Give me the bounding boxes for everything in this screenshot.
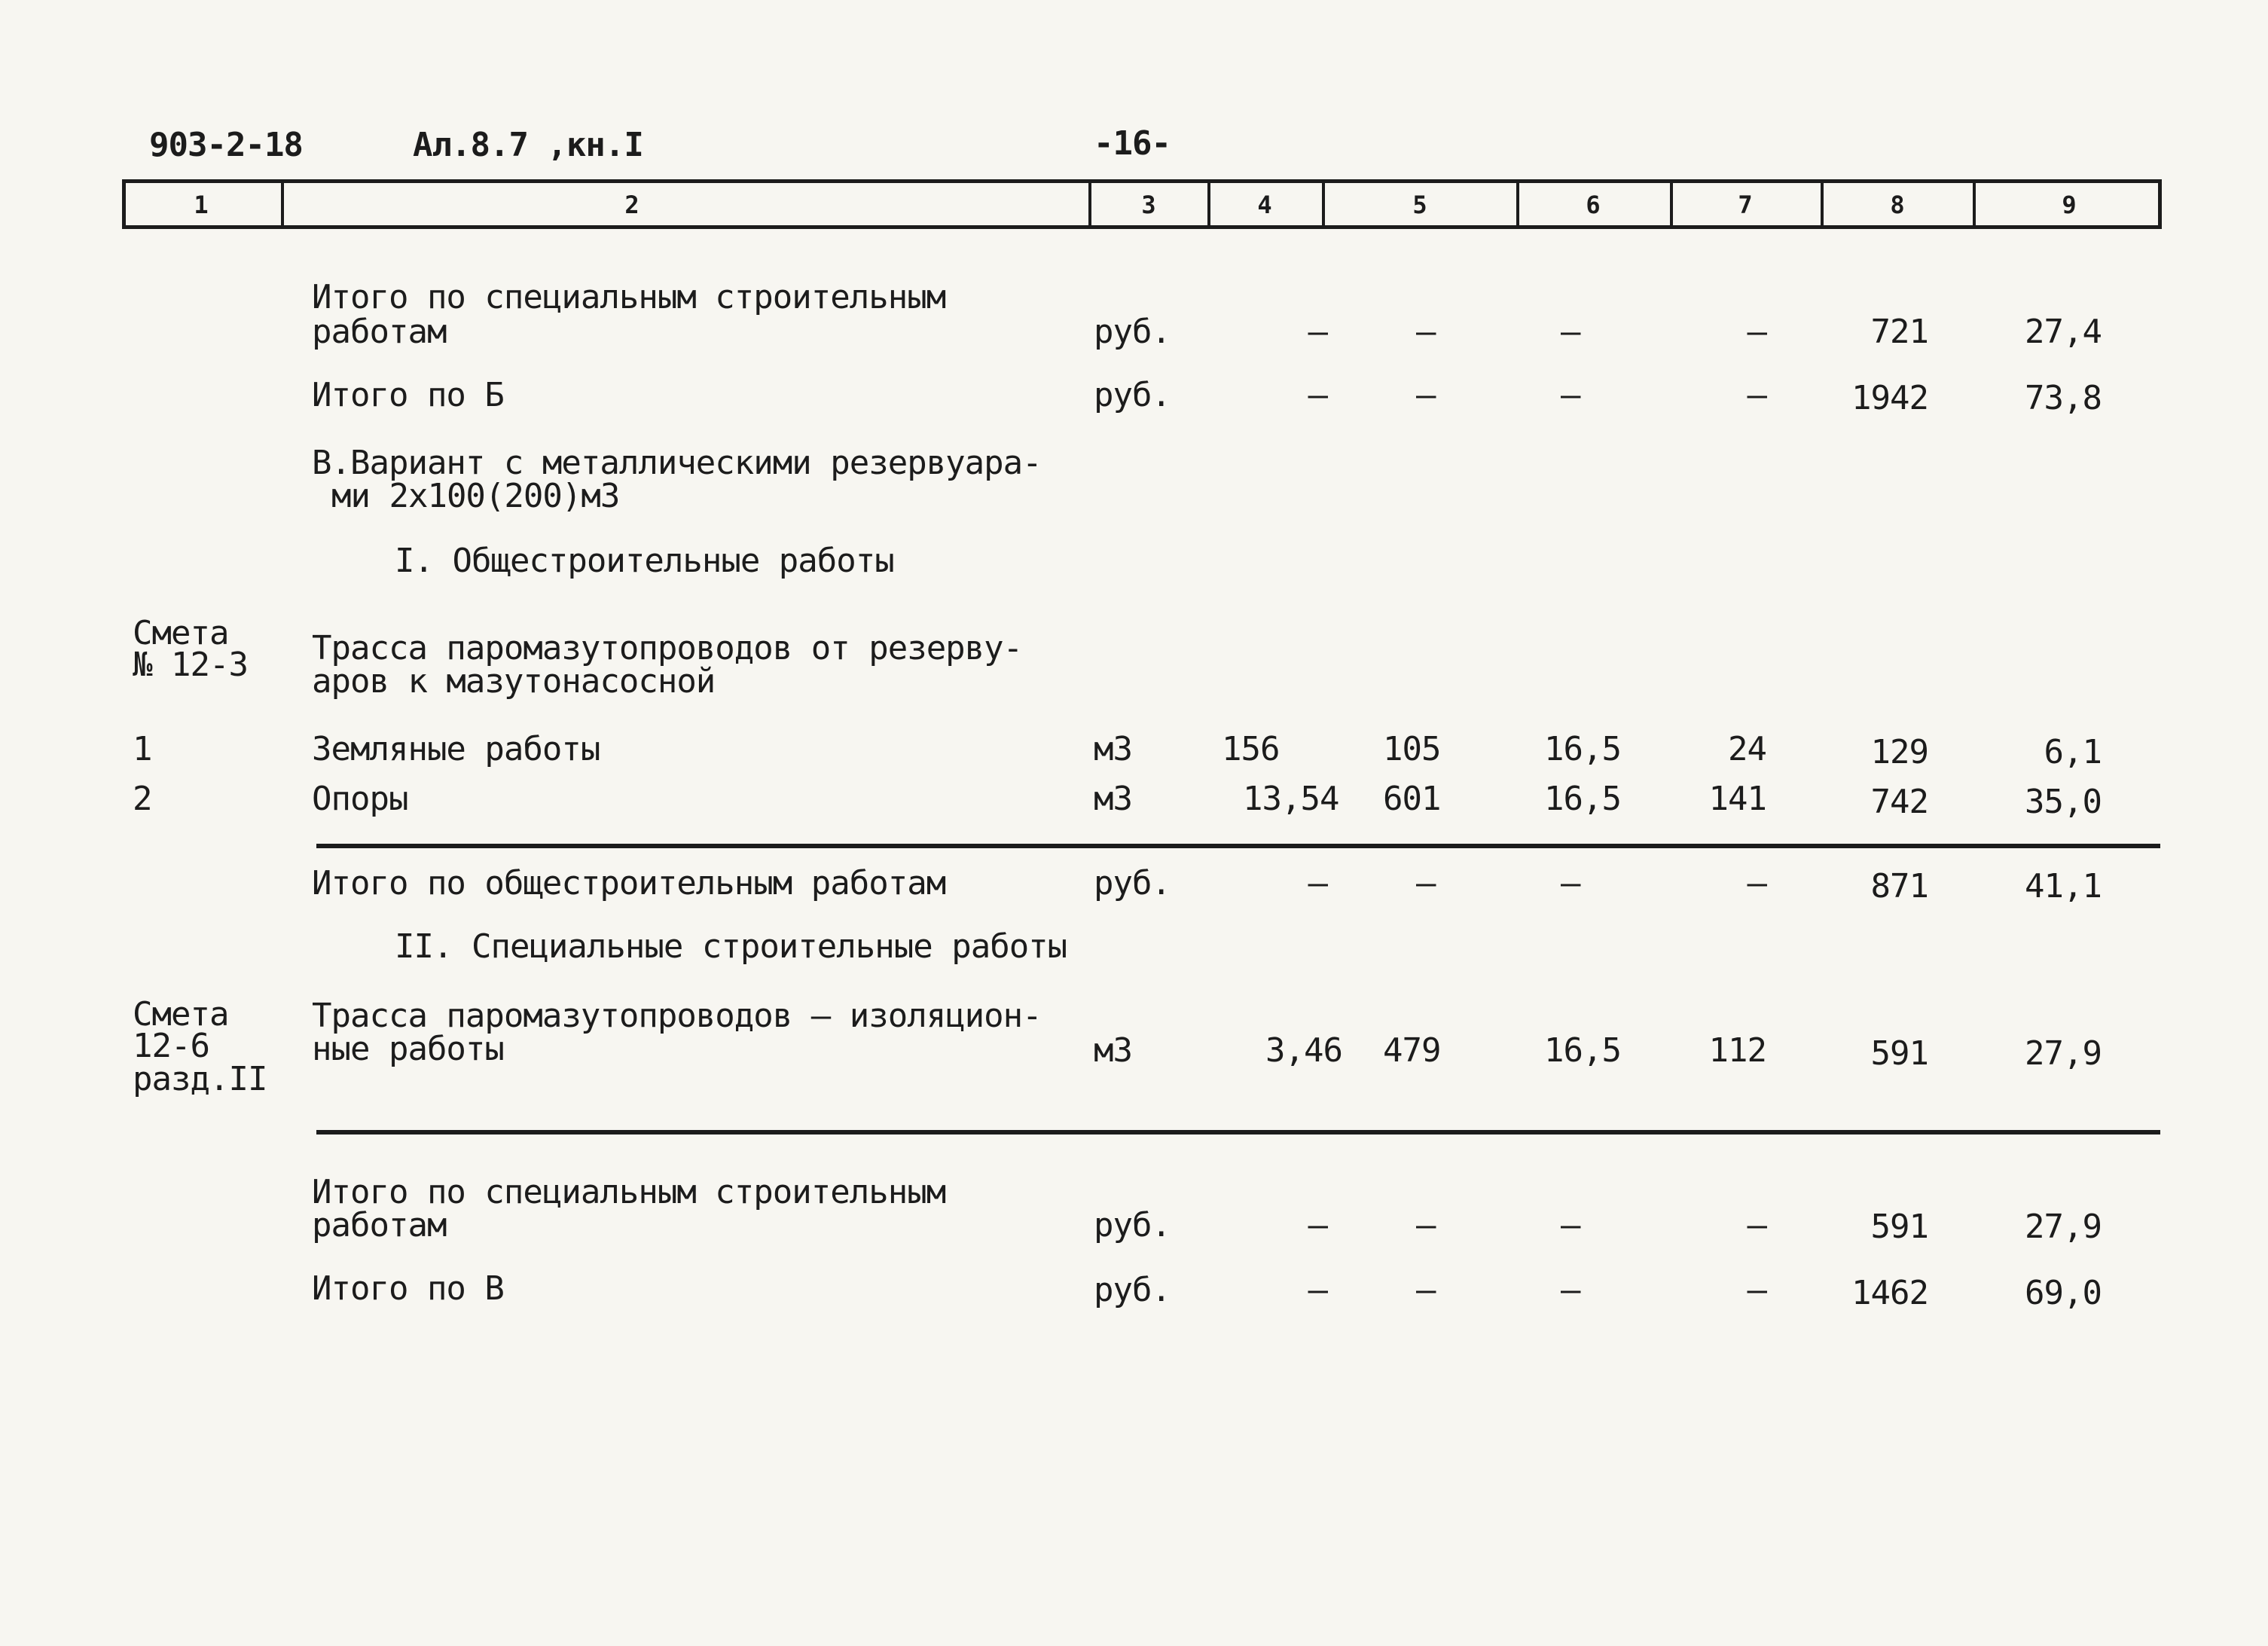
estimate-label: Смета	[133, 614, 229, 652]
row-text: работам	[312, 313, 447, 351]
cell-col9: 27,4	[2025, 313, 2102, 351]
cell-col9: 41,1	[2025, 867, 2102, 905]
total-rule	[316, 844, 2160, 848]
row-text: Итого по В	[312, 1269, 504, 1308]
estimate-label: Смета	[133, 995, 229, 1034]
page-number: -16-	[1094, 124, 1171, 163]
cell-col6: 16,5	[1544, 780, 1621, 818]
estimate-label: 12-6	[133, 1027, 209, 1065]
cell-col9: 27,9	[2025, 1208, 2102, 1246]
row-unit: м3	[1094, 730, 1132, 768]
row-text: аров к мазутонасосной	[312, 662, 716, 701]
cell-col6: 16,5	[1544, 1031, 1621, 1070]
row-unit: руб.	[1094, 864, 1171, 902]
cell-col8: 721	[1870, 313, 1928, 351]
cell-col5: –	[1416, 376, 1436, 414]
cell-col5: 601	[1383, 780, 1441, 818]
cell-col7: 24	[1728, 730, 1766, 768]
row-unit: м3	[1094, 780, 1132, 818]
row-text: работам	[312, 1206, 447, 1244]
row-text: Итого по специальным строительным	[312, 1173, 946, 1211]
column-divider	[1516, 183, 1519, 225]
column-divider	[281, 183, 284, 225]
cell-col9: 73,8	[2025, 379, 2102, 417]
column-number-6: 6	[1586, 191, 1601, 219]
cell-col9: 35,0	[2025, 783, 2102, 821]
cell-col9: 27,9	[2025, 1034, 2102, 1073]
column-divider	[1973, 183, 1976, 225]
column-number-2: 2	[624, 191, 639, 219]
cell-col9: 69,0	[2025, 1274, 2102, 1312]
cell-col5: 105	[1383, 730, 1441, 768]
cell-col4: –	[1308, 864, 1327, 902]
column-number-4: 4	[1257, 191, 1272, 219]
cell-col4: –	[1308, 313, 1327, 351]
cell-col6: –	[1561, 1271, 1580, 1309]
column-number-1: 1	[194, 191, 209, 219]
column-divider	[1207, 183, 1210, 225]
column-number-9: 9	[2062, 191, 2077, 219]
cell-col7: –	[1747, 864, 1766, 902]
cell-col6: 16,5	[1544, 730, 1621, 768]
estimate-label: № 12-3	[133, 646, 248, 684]
row-text: Итого по Б	[312, 376, 504, 414]
column-divider	[1821, 183, 1824, 225]
row-unit: руб.	[1094, 313, 1171, 351]
column-divider	[1322, 183, 1325, 225]
row-text: Итого по специальным строительным	[312, 278, 946, 316]
cell-col9: 6,1	[2044, 733, 2102, 771]
row-text: Итого по общестроительным работам	[312, 864, 946, 902]
row-unit: руб.	[1094, 1271, 1171, 1309]
row-number: 2	[133, 780, 152, 818]
column-divider	[1088, 183, 1091, 225]
column-divider	[1670, 183, 1673, 225]
column-number-8: 8	[1890, 191, 1905, 219]
cell-col4: 3,46	[1265, 1031, 1342, 1070]
cell-col5: –	[1416, 864, 1436, 902]
document-code: 903-2-18	[149, 126, 303, 164]
subsection-heading: I. Общестроительные работы	[395, 542, 894, 580]
cell-col8: 591	[1870, 1208, 1928, 1246]
cell-col8: 591	[1870, 1034, 1928, 1073]
cell-col7: –	[1747, 313, 1766, 351]
column-number-5: 5	[1412, 191, 1427, 219]
row-text: Трасса паромазутопроводов от резерву-	[312, 629, 1023, 667]
cell-col8: 742	[1870, 783, 1928, 821]
cell-col4: –	[1308, 1206, 1327, 1244]
cell-col4: 13,54	[1243, 780, 1339, 818]
cell-col5: –	[1416, 313, 1436, 351]
cell-col6: –	[1561, 864, 1580, 902]
column-number-7: 7	[1738, 191, 1753, 219]
album-reference: Ал.8.7 ,кн.I	[413, 126, 643, 164]
cell-col7: 141	[1708, 780, 1766, 818]
cell-col7: 112	[1708, 1031, 1766, 1070]
cell-col5: –	[1416, 1206, 1436, 1244]
cell-col8: 1462	[1851, 1274, 1928, 1312]
cell-col8: 1942	[1851, 379, 1928, 417]
row-unit: руб.	[1094, 376, 1171, 414]
row-unit: м3	[1094, 1031, 1132, 1070]
cell-col6: –	[1561, 376, 1580, 414]
cell-col5: 479	[1383, 1031, 1441, 1070]
cell-col4: 156	[1222, 730, 1280, 768]
cell-col6: –	[1561, 1206, 1580, 1244]
cell-col7: –	[1747, 376, 1766, 414]
cell-col8: 871	[1870, 867, 1928, 905]
row-text: Трасса паромазутопроводов – изоляцион-	[312, 997, 1042, 1035]
subsection-heading: II. Специальные строительные работы	[395, 927, 1067, 966]
cell-col6: –	[1561, 313, 1580, 351]
cell-col5: –	[1416, 1271, 1436, 1309]
row-number: 1	[133, 730, 152, 768]
row-text: Опоры	[312, 780, 408, 818]
cell-col7: –	[1747, 1271, 1766, 1309]
cell-col7: –	[1747, 1206, 1766, 1244]
row-text: Земляные работы	[312, 730, 600, 768]
section-heading: В.Вариант с металлическими резервуара-	[312, 444, 1042, 482]
cell-col4: –	[1308, 1271, 1327, 1309]
row-unit: руб.	[1094, 1206, 1171, 1244]
estimate-label: разд.II	[133, 1060, 267, 1098]
section-heading: ми 2х100(200)м3	[331, 477, 620, 515]
column-number-3: 3	[1141, 191, 1156, 219]
cell-col8: 129	[1870, 733, 1928, 771]
cell-col4: –	[1308, 376, 1327, 414]
total-rule	[316, 1130, 2160, 1134]
column-header-table	[122, 179, 2162, 229]
row-text: ные работы	[312, 1030, 504, 1068]
